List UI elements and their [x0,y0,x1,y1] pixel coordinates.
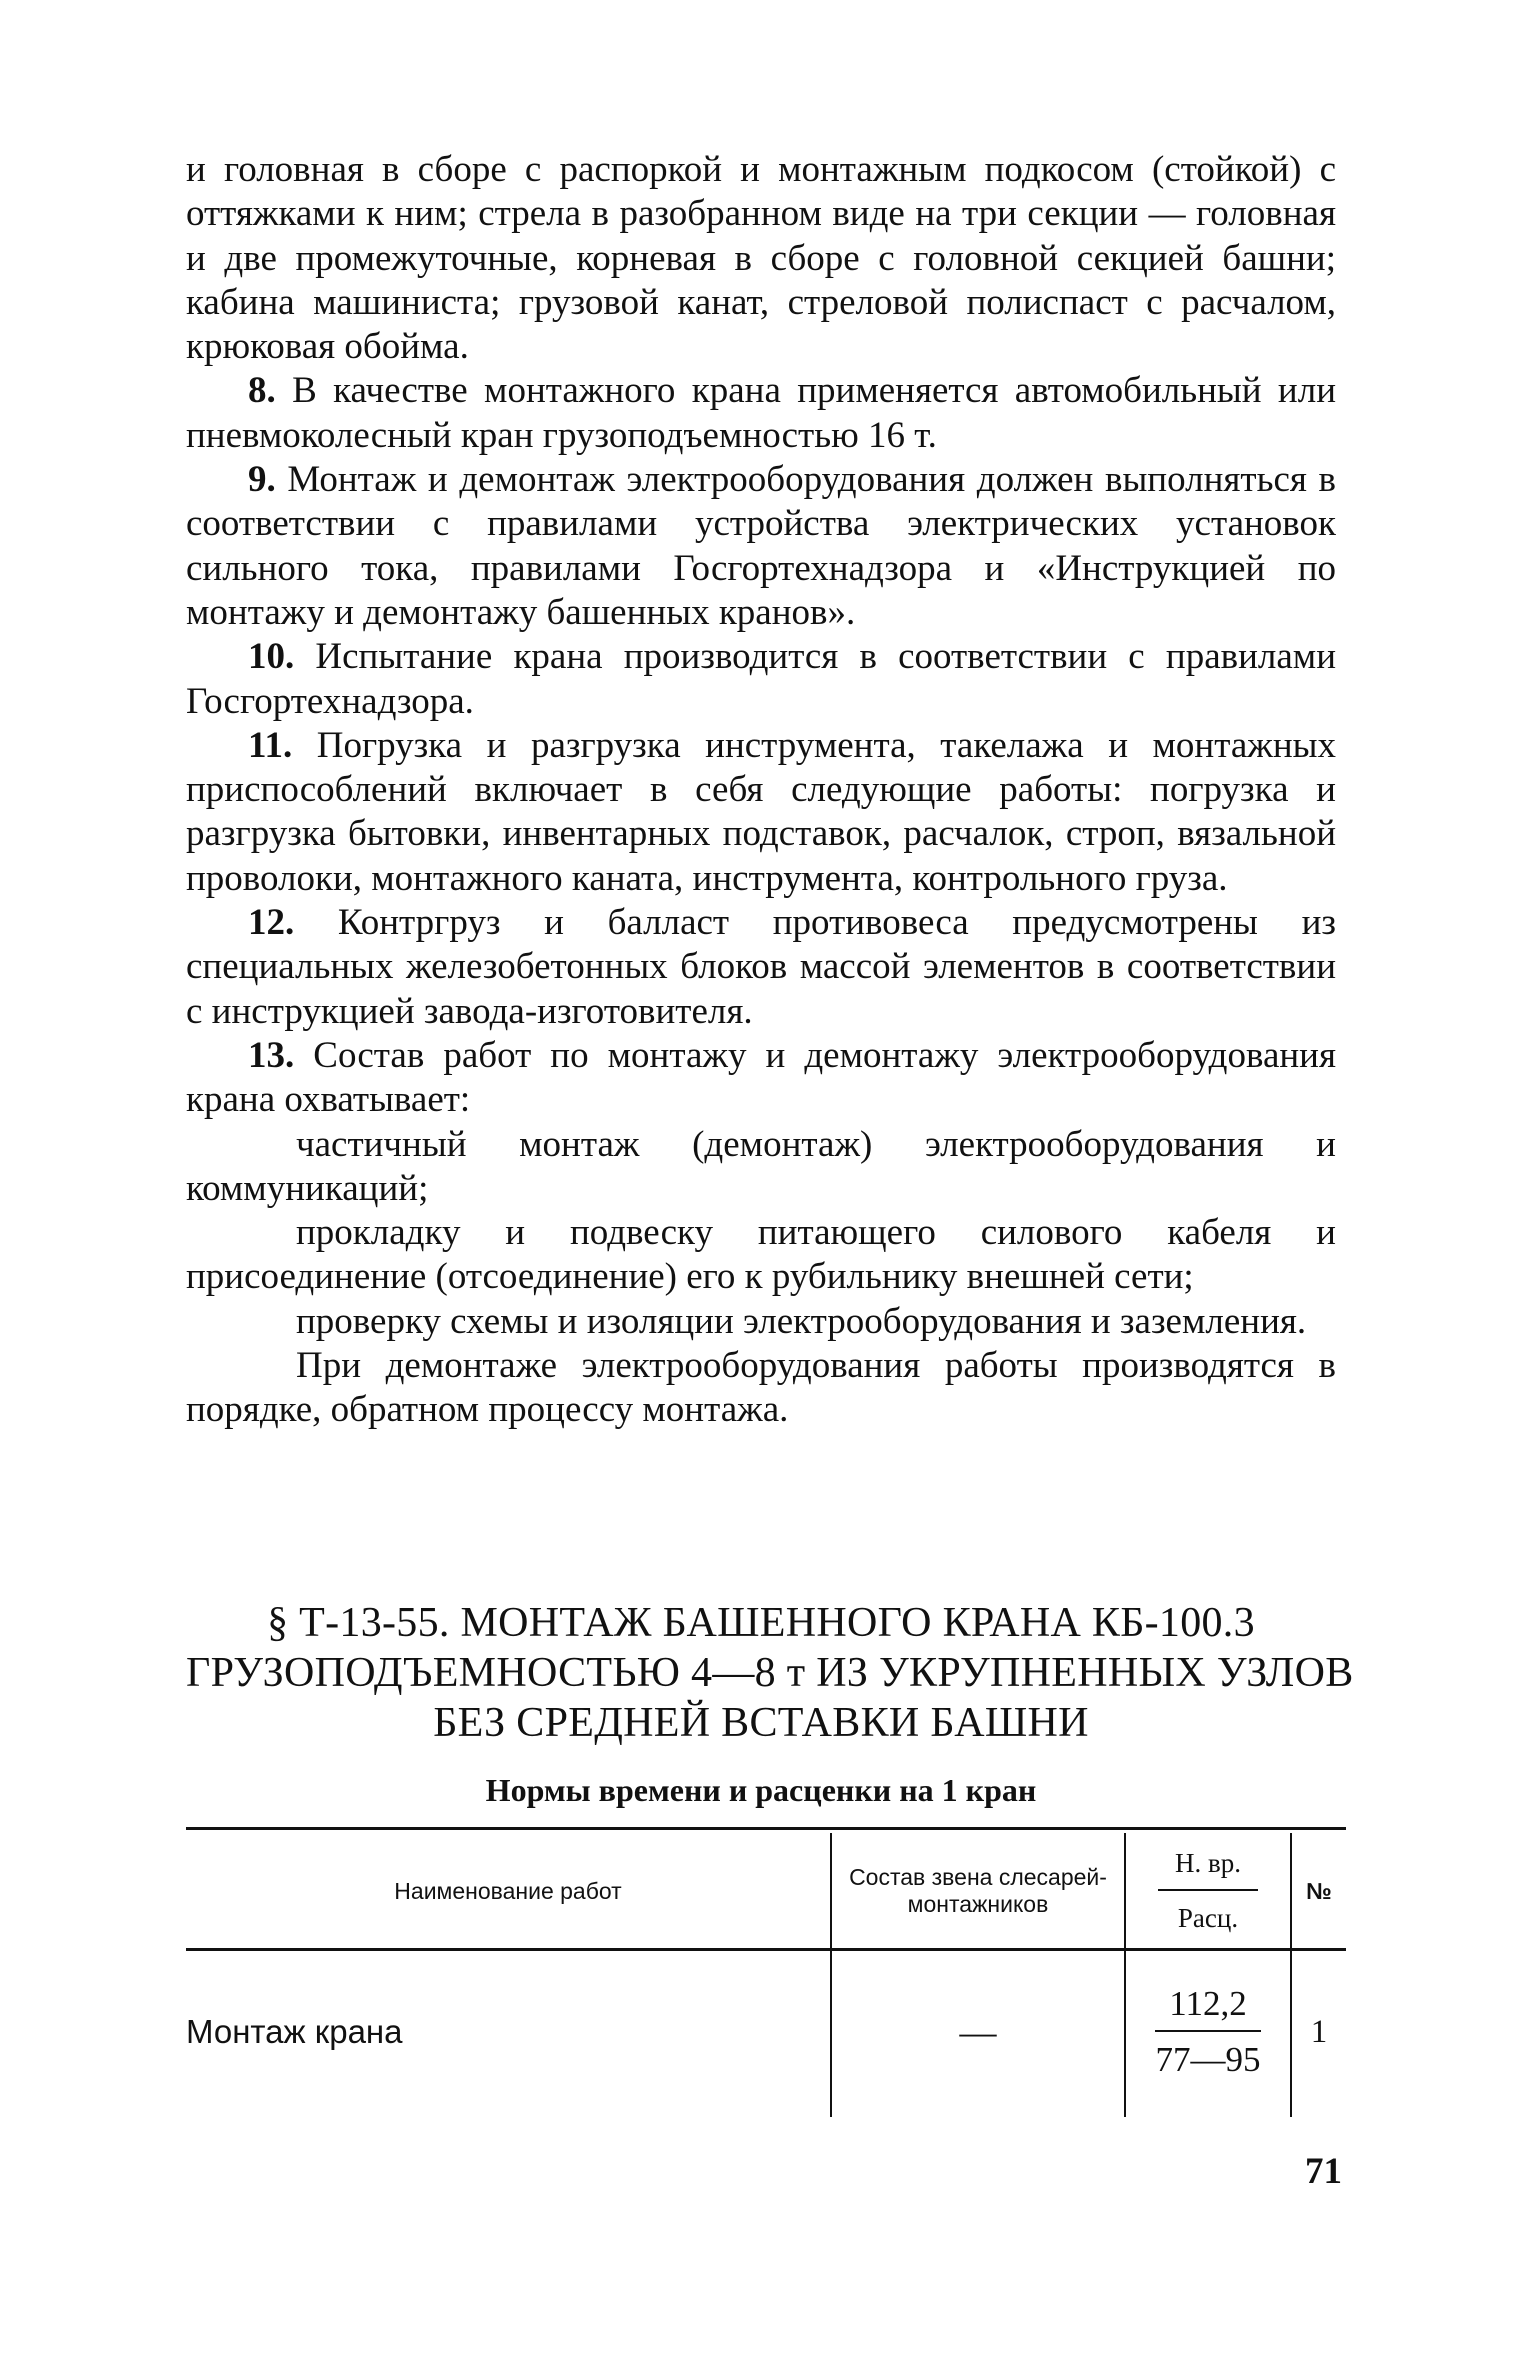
paragraph-8 [186,369,1336,458]
table-top-rule [186,1827,1346,1830]
paragraph-13-number: 13. [248,1034,295,1076]
section-heading [186,1598,1354,1748]
section-heading-line: ГРУЗОПОДЪЕМНОСТЬЮ 4—8 т ИЗ УКРУПНЕННЫХ УЗЛОВ [186,1650,1354,1696]
fraction-bar [1155,2030,1261,2032]
cell-work-name: Монтаж крана [186,2013,403,2050]
paragraph-11 [186,724,1336,901]
paragraph-10-text: Испытание крана производится в соответствии с правилами Госгортехнадзора. [186,636,1336,722]
paragraph-12-number: 12. [248,902,295,944]
section-heading-line: БЕЗ СРЕДНЕЙ ВСТАВКИ БАШНИ [433,1700,1089,1746]
paragraph-continued: и головная в сборе с распоркой и монтажным подкосом (стойкой) с оттяжками к ним; стрела в разобранном виде на три секции — головная и две промежуточные, корневая в сборе с головной секцией башни; кабина машиниста; грузовой канат, стреловой полиспаст с расчалом, крюковая обойма. [186,149,1336,368]
header-work-name: Наименование работ [394,1877,622,1904]
paragraph-9-number: 9. [248,459,276,501]
header-norm [1126,1837,1290,1945]
list-item: частичный монтаж (демонтаж) электрооборудования и коммуникаций; [186,1123,1336,1209]
table-caption: Нормы времени и расценки на 1 кран [485,1772,1037,1808]
list-item: проверку схемы и изоляции электрооборудования и заземления. [296,1300,1307,1342]
paragraph-9-text: Монтаж и демонтаж электрооборудования должен выполняться в соответствии с правилами устройства электрических установок сильного тока, правилами Госгортехнадзора и «Инструкцией по монтажу и демонтажу башенных кранов». [186,459,1336,633]
paragraph-10-number: 10. [248,636,295,678]
body-text [186,148,1336,1433]
paragraph-11-text: Погрузка и разгрузка инструмента, такелажа и монтажных приспособлений включает в себя следующие работы: погрузка и разгрузка бытовки, инвентарных подставок, расчалок, строп, вязальной проволоки, монтажного каната, инструмента, контрольного груза. [186,724,1336,899]
section-heading-line: § Т-13-55. МОНТАЖ БАШЕННОГО КРАНА КБ-100.3 [267,1600,1255,1646]
paragraph-12-text: Контргруз и балласт противовеса предусмотрены из специальных железобетонных блоков массой элементов в соответствии с инструкцией завода-изготовителя. [186,902,1336,1032]
page-number: 71 [1305,2151,1342,2192]
paragraph-9 [186,458,1336,635]
cell-time: 112,2 [1169,1984,1247,2023]
fraction-bar [1158,1889,1258,1891]
norms-table [186,1827,1346,2117]
cell-norm [1126,1957,1290,2107]
cell-number: 1 [1310,2013,1328,2050]
header-crew-text: Состав звена слесарей-монтажников [849,1864,1107,1917]
paragraph-13 [186,1034,1336,1123]
header-norm-rate: Расц. [1177,1903,1239,1933]
list-item: прокладку и подвеску питающего силового кабеля и присоединение (отсоединение) его к рубильнику внешней сети; [186,1212,1336,1298]
paragraph-11-number: 11. [248,724,293,766]
paragraph-13-text: Состав работ по монтажу и демонтажу электрооборудования крана охватывает: [186,1034,1336,1121]
paragraph-10 [186,635,1336,724]
cell-crew: — [959,2011,997,2053]
header-number: № [1306,1877,1332,1904]
header-crew [832,1837,1124,1945]
header-norm-time: Н. вр. [1175,1848,1241,1878]
cell-rate: 77—95 [1155,2040,1261,2079]
table-header-rule [186,1948,1346,1951]
paragraph-8-number: 8. [248,370,276,412]
paragraph-dismantling: При демонтаже электрооборудования работы производятся в порядке, обратном процессу монтажа. [186,1345,1336,1431]
paragraph-8-text: В качестве монтажного крана применяется автомобильный или пневмоколесный кран грузоподъемностью 16 т. [186,370,1336,456]
paragraph-12 [186,901,1336,1034]
